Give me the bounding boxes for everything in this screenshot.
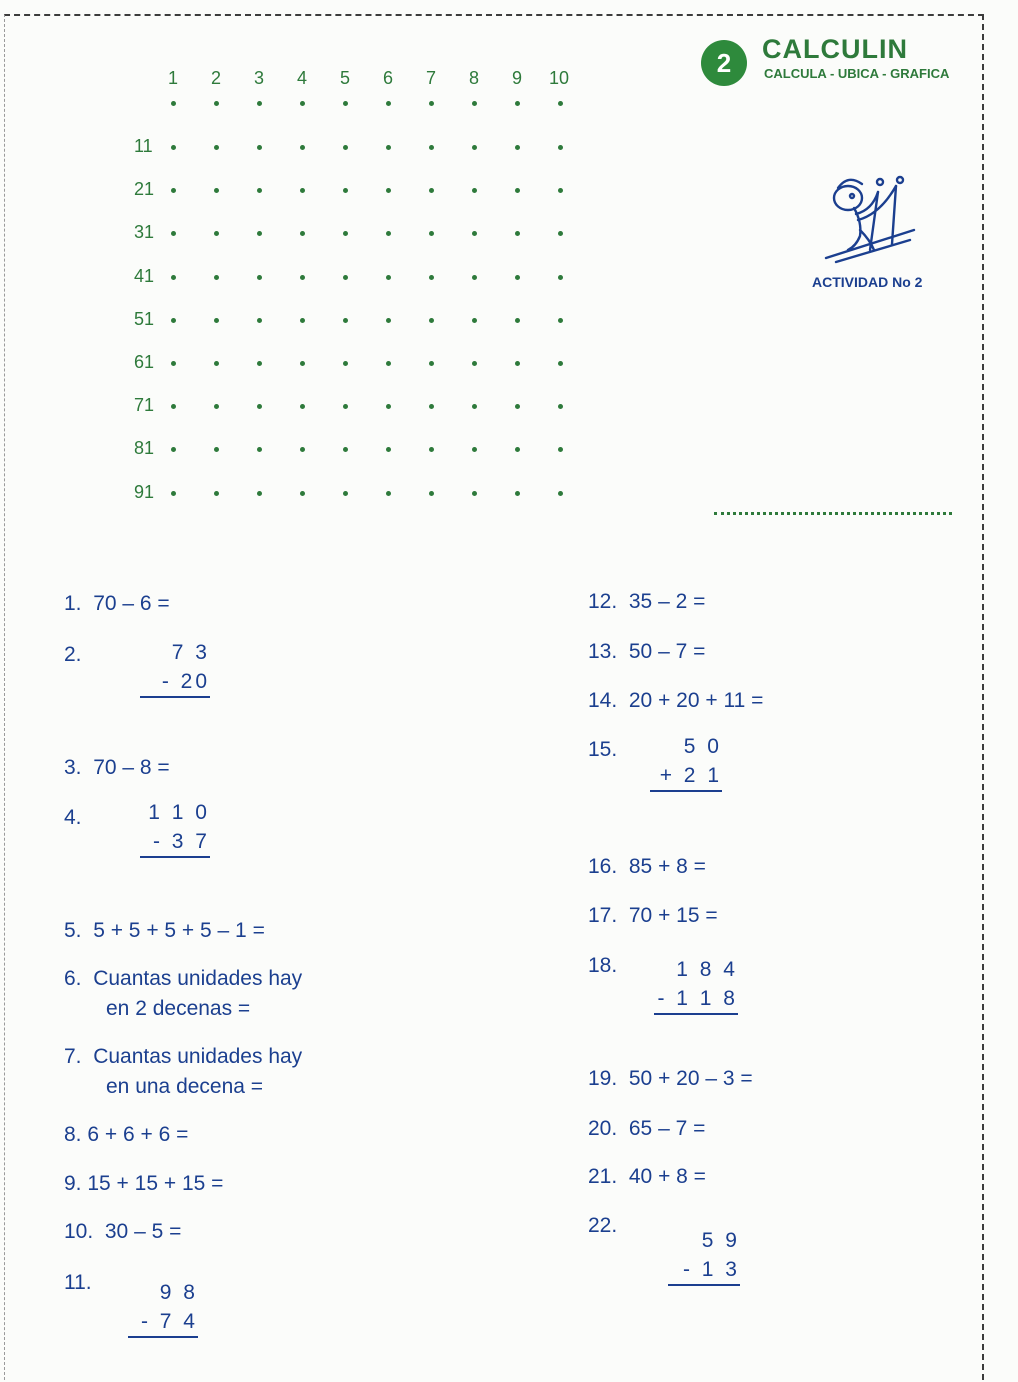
grid-dot: [515, 145, 520, 150]
exercise-text: 70 – 8 =: [93, 756, 170, 779]
grid-dot: [343, 361, 348, 366]
grid-dot: [171, 188, 176, 193]
top-number: 9 8: [159, 1281, 198, 1304]
grid-dot: [257, 275, 262, 280]
grid-dot: [472, 447, 477, 452]
exercise-text: 50 + 20 – 3 =: [628, 1067, 753, 1090]
grid-dot: [171, 145, 176, 150]
exercise-1: [64, 592, 170, 616]
exercise-number: 12.: [588, 590, 618, 613]
exercise-number: 7.: [64, 1045, 82, 1068]
grid-dot: [558, 447, 563, 452]
exercise-number: 21.: [588, 1165, 618, 1188]
exercise-16: [588, 855, 706, 879]
grid-dot: [472, 231, 477, 236]
grid-dot: [343, 145, 348, 150]
grid-dot: [257, 404, 262, 409]
exercise-number: 20.: [588, 1117, 618, 1140]
grid-row-label: 71: [134, 395, 155, 416]
grid-dot: [558, 101, 563, 106]
grid-dot: [214, 491, 219, 496]
grid-column-label: 1: [168, 68, 179, 88]
grid-dot: [515, 188, 520, 193]
exercise-10: [64, 1220, 181, 1244]
grid-row-label: 21: [134, 179, 155, 200]
grid-row-label: 41: [134, 265, 155, 286]
grid-dot: [300, 491, 305, 496]
grid-dot: [214, 145, 219, 150]
grid-dot: [472, 188, 477, 193]
grid-dot: [171, 447, 176, 452]
vertical-operation-11: [128, 1278, 198, 1338]
grid-dot: [214, 275, 219, 280]
exercise-17: [588, 904, 718, 928]
grid-dot: [171, 275, 176, 280]
grid-column-label: 8: [469, 68, 480, 88]
grid-row-label: 31: [134, 222, 155, 243]
vertical-operation-4: [140, 798, 210, 858]
exercise-number: 9.: [64, 1172, 82, 1195]
grid-dot: [300, 231, 305, 236]
grid-dot: [558, 404, 563, 409]
grid-dot: [386, 361, 391, 366]
exercise-text: 70 + 15 =: [628, 904, 718, 927]
exercise-number: 2.: [64, 643, 82, 666]
exercise-text: 70 – 6 =: [93, 592, 170, 615]
grid-dot: [429, 491, 434, 496]
exercise-text: 35 – 2 =: [628, 590, 706, 613]
grid-column-label: 10: [549, 68, 570, 88]
grid-dot: [171, 231, 176, 236]
grid-dot: [515, 404, 520, 409]
exercise-3: [64, 756, 170, 780]
grid-dot: [429, 447, 434, 452]
grid-dot: [257, 361, 262, 366]
exercise-number: 4.: [64, 806, 82, 829]
bottom-number: - 20: [140, 667, 210, 698]
grid-dot: [214, 101, 219, 106]
brand-subtitle: CALCULA - UBICA - GRAFICA: [764, 66, 950, 81]
top-number: 5 0: [683, 735, 722, 758]
grid-dot: [257, 101, 262, 106]
grid-column-label: 5: [340, 68, 351, 88]
grid-dot: [515, 361, 520, 366]
exercise-text: 6 + 6 + 6 =: [87, 1123, 189, 1146]
grid-dot: [300, 145, 305, 150]
exercise-number: 18.: [588, 954, 618, 977]
grid-dot: [429, 361, 434, 366]
exercise-text-line2: en una decena =: [106, 1075, 264, 1098]
exercise-number: 14.: [588, 689, 618, 712]
grid-dot: [171, 491, 176, 496]
exercise-14: [588, 689, 763, 713]
bottom-number: - 1 3: [668, 1255, 740, 1286]
exercise-number: 13.: [588, 640, 618, 663]
grid-dot: [429, 101, 434, 106]
grid-dot: [171, 101, 176, 106]
grid-dot: [558, 318, 563, 323]
grid-dot: [300, 447, 305, 452]
grid-row-label: 11: [134, 136, 153, 156]
grid-dot: [472, 318, 477, 323]
exercise-text: Cuantas unidades hay: [93, 967, 303, 990]
exercise-number: 3.: [64, 756, 82, 779]
exercise-15: [588, 738, 617, 762]
grid-dot: [429, 318, 434, 323]
exercise-number: 22.: [588, 1214, 618, 1237]
exercise-5: [64, 919, 265, 943]
exercise-11: [64, 1271, 92, 1295]
grid-dot: [472, 275, 477, 280]
grid-dot: [472, 404, 477, 409]
bottom-number: + 2 1: [650, 761, 722, 792]
exercise-text: 30 – 5 =: [104, 1220, 182, 1243]
bottom-number: - 1 1 8: [654, 984, 738, 1015]
grid-dot: [257, 231, 262, 236]
vertical-operation-22: [668, 1226, 740, 1286]
exercise-number: 1.: [64, 592, 82, 615]
exercise-9: [64, 1172, 223, 1196]
exercise-number: 8.: [64, 1123, 82, 1146]
top-number: 1 1 0: [148, 801, 210, 824]
grid-dot: [214, 447, 219, 452]
exercise-text: 15 + 15 + 15 =: [87, 1172, 224, 1195]
top-number: 7 3: [171, 641, 210, 664]
grid-dot: [257, 188, 262, 193]
grid-dot: [429, 145, 434, 150]
grid-dot: [386, 491, 391, 496]
grid-dot: [257, 491, 262, 496]
grid-dot: [558, 491, 563, 496]
exercise-text: Cuantas unidades hay: [93, 1045, 303, 1068]
grid-row-label: 91: [134, 481, 155, 502]
grid-dot: [300, 101, 305, 106]
grid-dot: [429, 231, 434, 236]
grid-row-label: 81: [134, 438, 155, 459]
grid-dot: [386, 318, 391, 323]
grid-dot: [300, 188, 305, 193]
grid-dot: [515, 275, 520, 280]
exercise-text-line2: en 2 decenas =: [106, 997, 251, 1020]
grid-column-label: 9: [512, 68, 523, 88]
grid-dot: [257, 318, 262, 323]
exercise-8: [64, 1123, 188, 1147]
grid-dot: [343, 188, 348, 193]
grid-dot: [472, 145, 477, 150]
exercise-12: [588, 590, 705, 614]
exercise-number: 17.: [588, 904, 618, 927]
grid-dot: [515, 231, 520, 236]
top-number: 5 9: [701, 1229, 740, 1252]
exercise-13: [588, 640, 705, 664]
grid-dot: [214, 188, 219, 193]
grid-dot: [300, 275, 305, 280]
grid-dot: [515, 491, 520, 496]
exercise-text: 40 + 8 =: [628, 1165, 706, 1188]
grid-dot: [429, 275, 434, 280]
grid-column-label: 7: [426, 68, 437, 88]
exercise-21: [588, 1165, 706, 1189]
top-number: 1 8 4: [676, 958, 738, 981]
exercise-7: [64, 1042, 302, 1102]
exercise-number: 16.: [588, 855, 618, 878]
grid-column-label: 2: [211, 68, 222, 88]
grid-row-label: 61: [134, 352, 155, 372]
grid-dot: [171, 318, 176, 323]
exercise-number: 6.: [64, 967, 82, 990]
grid-dot: [472, 101, 477, 106]
activity-label: ACTIVIDAD No 2: [812, 274, 923, 290]
grid-dot: [386, 447, 391, 452]
grid-dot: [300, 361, 305, 366]
exercise-text: 85 + 8 =: [628, 855, 706, 878]
grid-dot: [558, 275, 563, 280]
exercise-text: 20 + 20 + 11 =: [628, 689, 764, 712]
grid-dot: [558, 231, 563, 236]
bottom-number: - 3 7: [140, 827, 210, 858]
bottom-number: - 7 4: [128, 1307, 198, 1338]
skier-illustration: [818, 170, 918, 265]
grid-dot: [343, 275, 348, 280]
exercise-20: [588, 1117, 705, 1141]
grid-dot: [558, 188, 563, 193]
dot-grid: [0, 0, 600, 520]
exercise-text: 5 + 5 + 5 + 5 – 1 =: [93, 919, 265, 942]
grid-dot: [214, 231, 219, 236]
exercise-number: 11.: [64, 1271, 92, 1294]
activity-badge: 2: [701, 40, 747, 86]
grid-dot: [343, 491, 348, 496]
exercise-number: 10.: [64, 1220, 94, 1243]
grid-dot: [386, 188, 391, 193]
grid-dot: [515, 318, 520, 323]
exercise-2: [64, 643, 82, 667]
grid-dot: [300, 318, 305, 323]
grid-dot: [558, 145, 563, 150]
grid-dot: [515, 101, 520, 106]
grid-dot: [343, 231, 348, 236]
grid-column-label: 6: [383, 68, 394, 88]
grid-dot: [214, 404, 219, 409]
grid-dot: [257, 145, 262, 150]
exercise-number: 15.: [588, 738, 618, 761]
grid-dot: [472, 361, 477, 366]
grid-dot: [386, 101, 391, 106]
grid-dot: [429, 404, 434, 409]
grid-dot: [343, 101, 348, 106]
grid-dot: [386, 404, 391, 409]
exercise-text: 50 – 7 =: [628, 640, 706, 663]
vertical-operation-18: [654, 955, 738, 1015]
grid-dot: [171, 361, 176, 366]
exercise-number: 5.: [64, 919, 82, 942]
grid-dot: [558, 361, 563, 366]
grid-dot: [257, 447, 262, 452]
exercise-6: [64, 964, 302, 1024]
exercise-text: 65 – 7 =: [628, 1117, 706, 1140]
grid-dot: [214, 361, 219, 366]
grid-column-label: 3: [254, 68, 265, 88]
grid-dot: [300, 404, 305, 409]
exercise-number: 19.: [588, 1067, 618, 1090]
grid-row-label: 51: [134, 308, 155, 329]
exercise-22: [588, 1214, 617, 1238]
vertical-operation-15: [650, 732, 722, 792]
grid-dot: [343, 318, 348, 323]
exercise-19: [588, 1067, 753, 1091]
name-answer-line: [714, 512, 952, 515]
grid-dot: [343, 404, 348, 409]
grid-dot: [429, 188, 434, 193]
exercise-4: [64, 806, 82, 830]
grid-column-label: 4: [297, 68, 308, 88]
grid-dot: [515, 447, 520, 452]
grid-dot: [386, 145, 391, 150]
brand-title: CALCULIN: [762, 34, 908, 64]
grid-dot: [171, 404, 176, 409]
grid-dot: [386, 275, 391, 280]
vertical-operation-2: [140, 638, 210, 698]
grid-dot: [472, 491, 477, 496]
grid-dot: [214, 318, 219, 323]
exercise-18: [588, 954, 617, 978]
grid-dot: [386, 231, 391, 236]
grid-dot: [343, 447, 348, 452]
